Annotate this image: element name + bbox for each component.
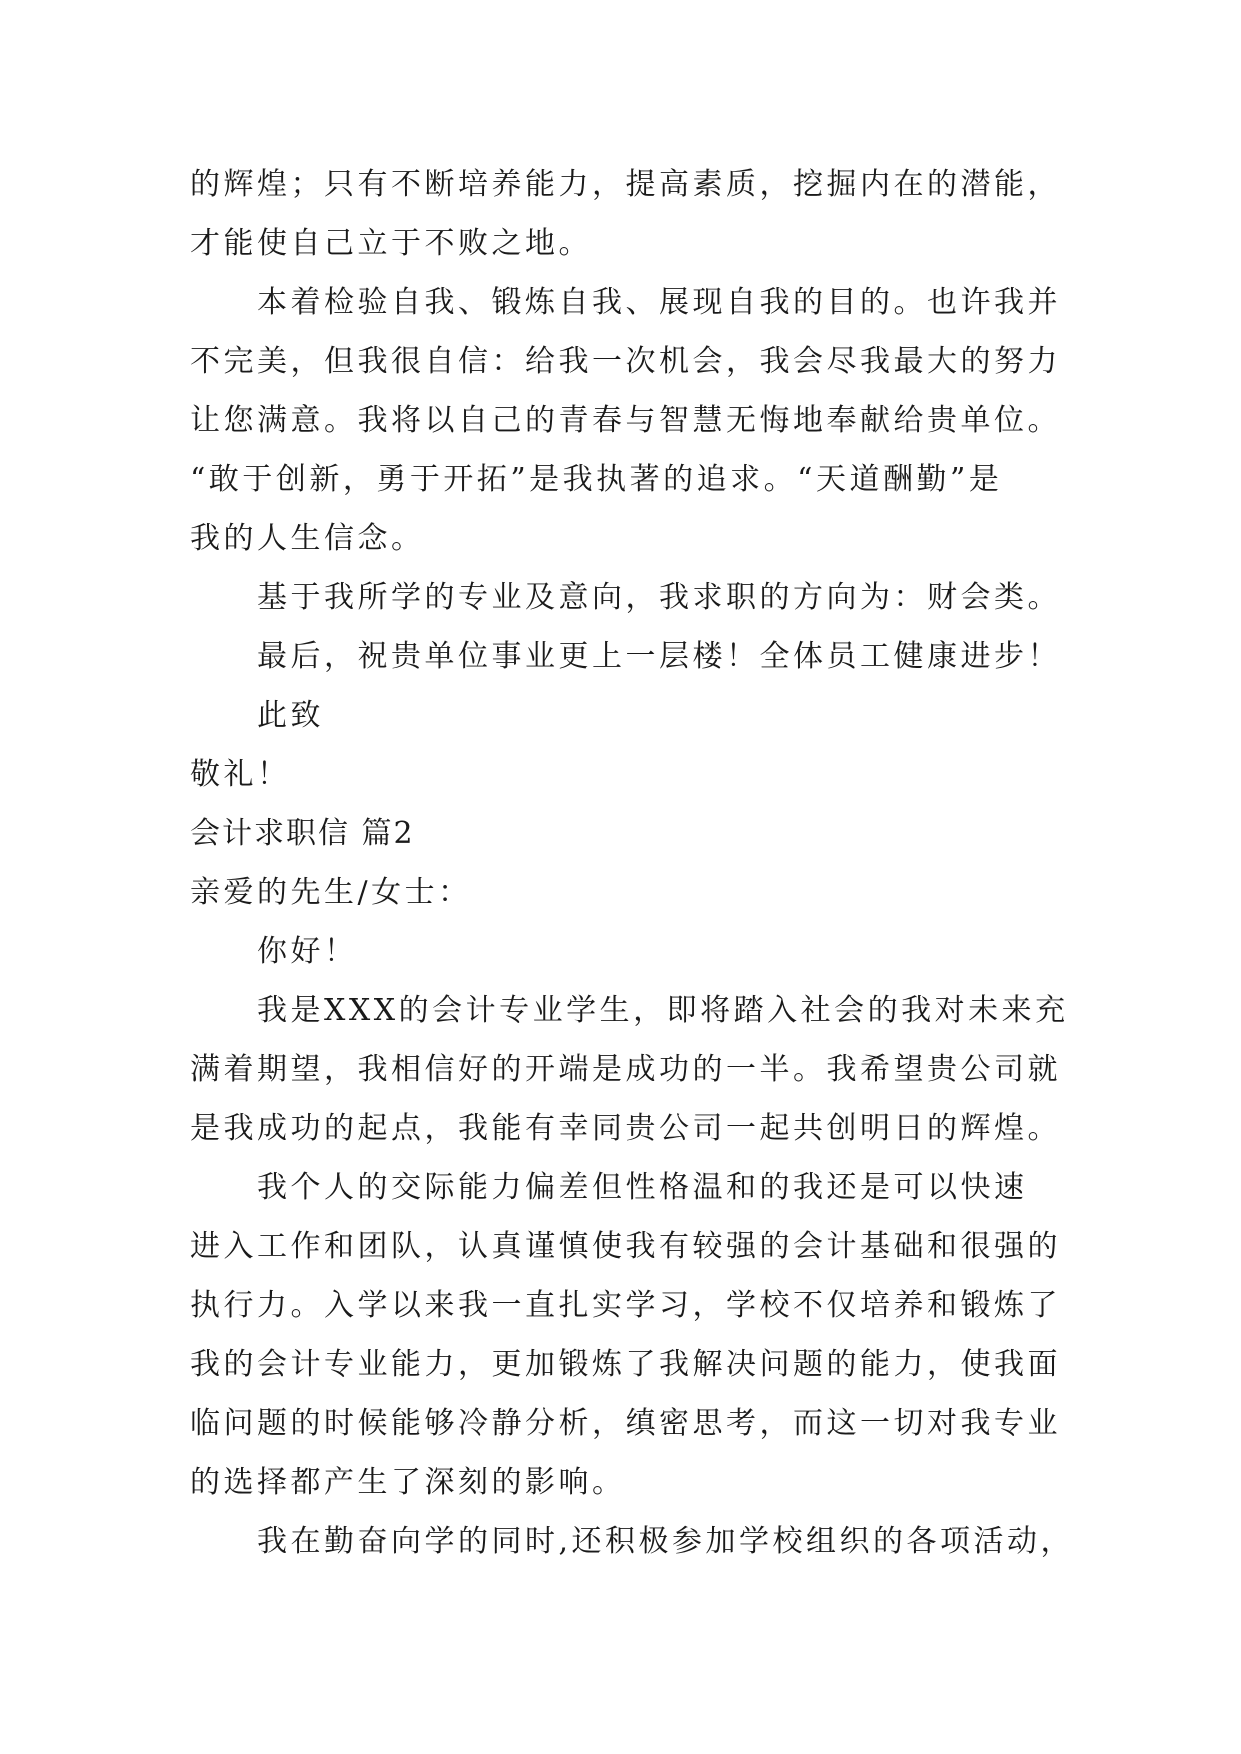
document-page — [190, 155, 1075, 1571]
text-line: 我个人的交际能力偏差但性格温和的我还是可以快速 — [257, 1170, 1028, 1205]
text-line: 我的会计专业能力，更加锻炼了我解决问题的能力，使我面 — [190, 1347, 1061, 1382]
text-line: 基于我所学的专业及意向，我求职的方向为：财会类。 — [257, 580, 1061, 615]
text-line: 你好！ — [257, 934, 358, 969]
text-line: 不完美，但我很自信：给我一次机会，我会尽我最大的努力 — [190, 344, 1061, 379]
text-line: 我在勤奋向学的同时,还积极参加学校组织的各项活动， — [257, 1524, 1075, 1559]
section-heading: 会计求职信 篇2 — [190, 816, 415, 851]
text-line: 亲爱的先生/女士： — [190, 875, 472, 910]
text-line: “敢于创新，勇于开拓”是我执著的追求。“天道酬勤”是 — [190, 462, 1003, 497]
text-line: 进入工作和团队，认真谨慎使我有较强的会计基础和很强的 — [190, 1229, 1061, 1264]
text-line: 本着检验自我、锻炼自我、展现自我的目的。也许我并 — [257, 285, 1061, 320]
text-line: 敬礼！ — [190, 757, 291, 792]
text-line: 才能使自己立于不败之地。 — [190, 226, 592, 261]
text-line: 是我成功的起点，我能有幸同贵公司一起共创明日的辉煌。 — [190, 1111, 1061, 1146]
text-line: 的辉煌；只有不断培养能力，提高素质，挖掘内在的潜能， — [190, 167, 1061, 202]
text-line: 的选择都产生了深刻的影响。 — [190, 1465, 626, 1500]
text-line: 让您满意。我将以自己的青春与智慧无悔地奉献给贵单位。 — [190, 403, 1061, 438]
text-line: 临问题的时候能够冷静分析，缜密思考，而这一切对我专业 — [190, 1406, 1061, 1441]
text-line: 我是XXX的会计专业学生，即将踏入社会的我对未来充 — [257, 993, 1069, 1028]
text-line: 执行力。入学以来我一直扎实学习，学校不仅培养和锻炼了 — [190, 1288, 1061, 1323]
text-line: 最后，祝贵单位事业更上一层楼！全体员工健康进步！ — [257, 639, 1061, 674]
text-line: 满着期望，我相信好的开端是成功的一半。我希望贵公司就 — [190, 1052, 1061, 1087]
text-line: 我的人生信念。 — [190, 521, 425, 556]
text-line: 此致 — [257, 698, 324, 733]
